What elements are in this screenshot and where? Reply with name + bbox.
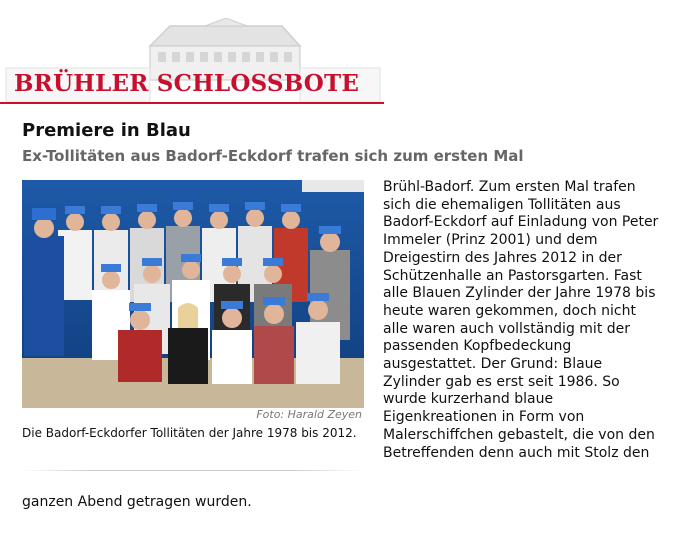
body-line: Schützenhalle an Pastorsgarten. Fast: [383, 267, 642, 284]
caption-divider: [22, 470, 362, 471]
body-line: Immeler (Prinz 2001) und dem: [383, 232, 598, 249]
body-line: alle waren auch vollständig mit der: [383, 320, 631, 337]
body-line: heute waren gekommen, doch nicht: [383, 302, 636, 319]
masthead-title: BRÜHLER SCHLOSSBOTE: [14, 70, 360, 97]
body-line: Betreffenden denn auch mit Stolz den: [383, 444, 650, 461]
article-body: [383, 179, 683, 462]
article-photo: [22, 180, 364, 408]
masthead-divider: [0, 102, 384, 104]
body-line: sich die ehemaligen Tollitäten aus: [383, 196, 621, 213]
photo-credit: Foto: Harald Zeyen: [256, 408, 362, 421]
group-photo-icon: [22, 180, 364, 408]
body-line: Zylinder gab es erst seit 1986. So: [383, 373, 620, 390]
body-line: Dreigestirn des Jahres 2012 in der: [383, 249, 622, 266]
masthead: [0, 18, 386, 104]
article-body-continuation: ganzen Abend getragen wurden.: [22, 494, 252, 510]
body-line: ausgestattet. Der Grund: Blaue: [383, 356, 603, 373]
article-headline: Premiere in Blau: [22, 120, 191, 141]
body-line: alle Blauen Zylinder der Jahre 1978 bis: [383, 285, 656, 302]
body-line: Eigenkreationen in Form von: [383, 409, 585, 426]
body-line: Badorf-Eckdorf auf Einladung von Peter: [383, 214, 659, 231]
body-line: Malerschiffchen gebastelt, die von den: [383, 426, 655, 443]
body-line: passenden Kopfbedeckung: [383, 338, 572, 355]
photo-caption: Die Badorf-Eckdorfer Tollitäten der Jahre 1978 bis 2012.: [22, 426, 357, 440]
body-line: wurde kurzerhand blaue: [383, 391, 554, 408]
body-line: Brühl-Badorf. Zum ersten Mal trafen: [383, 179, 636, 195]
article-subheadline: Ex-Tollitäten aus Badorf-Eckdorf trafen sich zum ersten Mal: [22, 147, 524, 165]
